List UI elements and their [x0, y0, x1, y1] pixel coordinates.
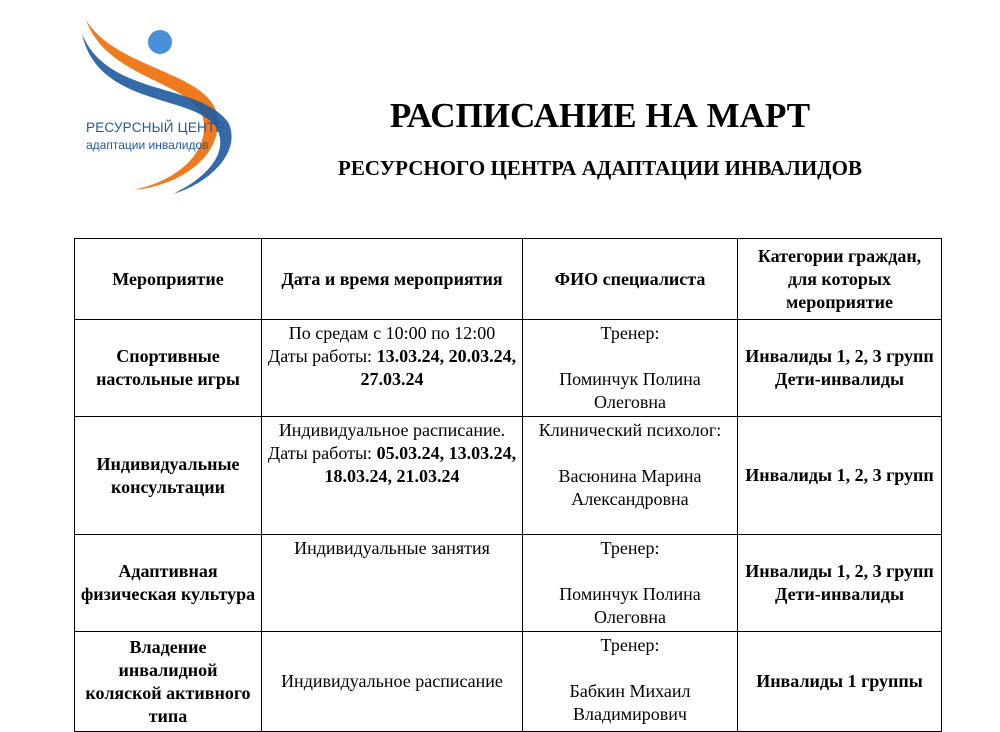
datetime-text: Индивидуальное расписание [281, 671, 503, 691]
dates-prefix: Даты работы: [267, 346, 377, 366]
table-header-row [75, 239, 942, 320]
table-row [75, 535, 942, 632]
page-title: РАСПИСАНИЕ НА МАРТ [389, 96, 811, 135]
event-cell: Владение инвалидной коляской активного типа [75, 632, 262, 732]
category-text: Инвалиды 1 группы [756, 671, 923, 691]
column-header-categories: Категории граждан, для которых мероприятие [738, 239, 942, 320]
event-cell: Индивидуальные консультации [75, 417, 262, 535]
event-cell: Адаптивная физическая культура [75, 535, 262, 632]
specialist-name: Поминчук Полина Олеговна [559, 369, 701, 412]
specialist-cell [523, 535, 738, 632]
specialist-name: Бабкин Михаил Владимирович [569, 681, 691, 724]
specialist-cell [523, 417, 738, 535]
resource-center-logo [78, 12, 246, 202]
datetime-text: По средам с 10:00 по 12:00 [288, 323, 496, 343]
table-row [75, 320, 942, 417]
category-cell [738, 417, 942, 535]
logo-text-line2: адаптации инвалидов [86, 138, 209, 152]
specialist-role: Тренер: [600, 538, 660, 558]
specialist-role: Клинический психолог: [538, 420, 722, 440]
column-header-specialist: ФИО специалиста [523, 239, 738, 320]
category-text: Инвалиды 1, 2, 3 групп [745, 346, 934, 366]
logo-text-line1: РЕСУРСНЫЙ ЦЕНТР [86, 120, 225, 135]
category-text-2: Дети-инвалиды [774, 584, 905, 604]
category-text: Инвалиды 1, 2, 3 групп [745, 465, 934, 485]
specialist-role: Тренер: [600, 635, 660, 655]
dates-list: 05.03.24, 13.03.24, 18.03.24, 21.03.24 [324, 443, 517, 486]
category-cell [738, 535, 942, 632]
schedule-table [74, 238, 942, 732]
specialist-cell [523, 320, 738, 417]
column-header-event: Мероприятие [75, 239, 262, 320]
datetime-cell [262, 417, 523, 535]
dates-list: 13.03.24, 20.03.24, 27.03.24 [360, 346, 517, 389]
category-text: Инвалиды 1, 2, 3 групп [745, 561, 934, 581]
column-header-datetime: Дата и время мероприятия [262, 239, 523, 320]
category-text-2: Дети-инвалиды [774, 369, 905, 389]
page-subtitle: РЕСУРСНОГО ЦЕНТРА АДАПТАЦИИ ИНВАЛИДОВ [338, 156, 862, 180]
dates-prefix: Даты работы: [267, 443, 377, 463]
specialist-name: Васюнина Марина Александровна [558, 466, 702, 509]
logo-blue-swoosh [82, 34, 232, 194]
specialist-name: Поминчук Полина Олеговна [559, 584, 701, 627]
datetime-text: Индивидуальные занятия [294, 538, 490, 558]
datetime-text: Индивидуальное расписание. [278, 420, 506, 440]
event-cell: Спортивные настольные игры [75, 320, 262, 417]
table-row [75, 417, 942, 535]
category-cell [738, 320, 942, 417]
datetime-cell [262, 320, 523, 417]
datetime-cell [262, 535, 523, 632]
specialist-role: Тренер: [600, 323, 660, 343]
logo-head-circle [148, 30, 172, 54]
